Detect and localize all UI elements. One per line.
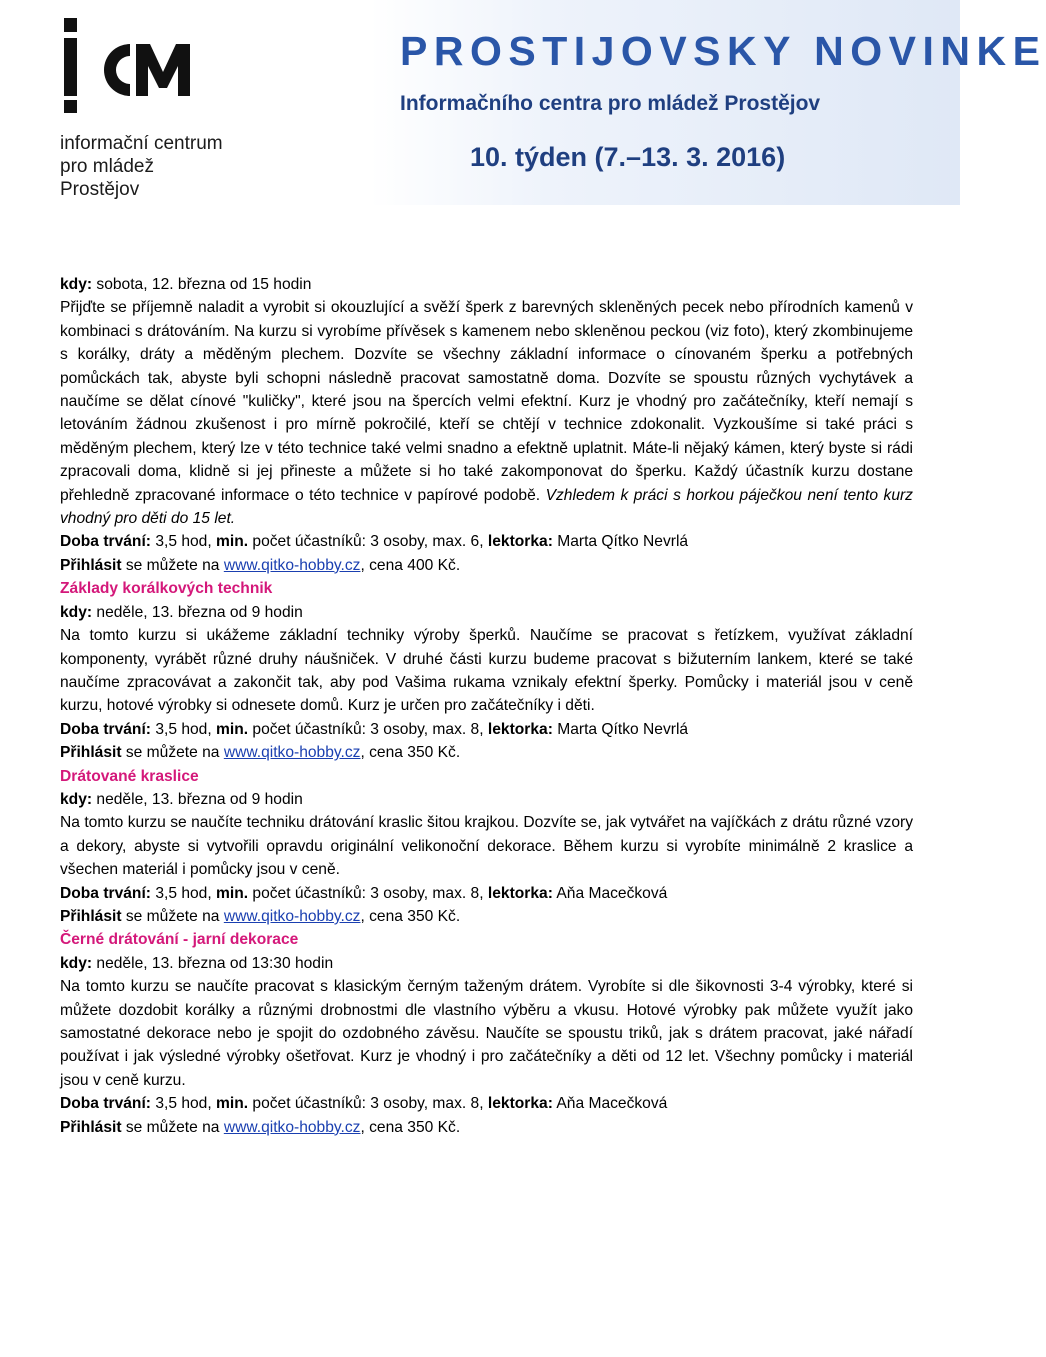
lecturer-value: Marta Qítko Nevrlá bbox=[552, 533, 689, 551]
event-item bbox=[60, 273, 913, 577]
lecturer-label: lektorka: bbox=[487, 884, 553, 902]
header bbox=[0, 0, 1046, 205]
duration-label: Doba trvání: bbox=[60, 533, 151, 551]
icm-logo bbox=[58, 14, 258, 200]
capacity-value: počet účastníků: 3 osoby, max. 8, bbox=[248, 1095, 488, 1113]
capacity-value: počet účastníků: 3 osoby, max. 8, bbox=[248, 720, 488, 738]
event-when bbox=[60, 788, 913, 811]
price-value: , cena 350 Kč. bbox=[360, 744, 461, 762]
duration-value: 3,5 hod, bbox=[150, 1095, 217, 1113]
signup-label: Přihlásit bbox=[60, 907, 122, 925]
duration-value: 3,5 hod, bbox=[150, 720, 217, 738]
event-signup bbox=[60, 741, 913, 764]
signup-label: Přihlásit bbox=[60, 556, 122, 574]
when-label: kdy: bbox=[60, 790, 93, 808]
description-note: Vzhledem k práci s horkou páječkou není tento kurz vhodný pro děti do 15 let. bbox=[60, 486, 913, 528]
event-list bbox=[60, 273, 913, 1139]
when-value: neděle, 13. března od 9 hodin bbox=[92, 603, 303, 621]
event-details bbox=[60, 530, 913, 553]
when-value: neděle, 13. března od 9 hodin bbox=[92, 790, 303, 808]
min-label: min. bbox=[216, 884, 249, 902]
duration-label: Doba trvání: bbox=[60, 720, 151, 738]
event-description bbox=[60, 975, 913, 1092]
event-signup bbox=[60, 554, 913, 577]
newsletter-subtitle: Informačního centra pro mládež Prostějov bbox=[400, 92, 821, 115]
duration-value: 3,5 hod, bbox=[150, 533, 217, 551]
when-value: neděle, 13. března od 13:30 hodin bbox=[92, 954, 334, 972]
signup-link[interactable]: www.qitko-hobby.cz bbox=[223, 744, 361, 762]
capacity-value: počet účastníků: 3 osoby, max. 6, bbox=[248, 533, 488, 551]
min-label: min. bbox=[216, 533, 249, 551]
signup-link[interactable]: www.qitko-hobby.cz bbox=[223, 556, 361, 574]
lecturer-value: Aňa Macečková bbox=[552, 884, 668, 902]
event-details bbox=[60, 1092, 913, 1115]
icm-logo-mark bbox=[58, 14, 208, 114]
event-description bbox=[60, 624, 913, 718]
description-text: Na tomto kurzu si ukážeme základní techniky výroby šperků. Naučíme se pracovat s řetízkem, využívat základní komponenty, vyrábět různé druhy náušniček. V druhé části kurzu budeme pracovat s bižuterním lankem, které se také naučíme zpracovávat a zakončit tak, aby pod Vašima rukama vznikaly efektní šperky. Pomůcky i materiál jsou v ceně kurzu, hotové výrobky si odnesete domů. Kurz je určen pro začátečníky i děti. bbox=[60, 627, 913, 715]
event-item bbox=[60, 765, 913, 929]
when-label: kdy: bbox=[60, 603, 93, 621]
description-text: Na tomto kurzu se naučíte techniku drátování kraslic šitou krajkou. Dozvíte se, jak vytvářet na vajíčkách z drátu různé vzory a dekory, abyste si vytvořili opravdu originální velikonoční dekorace. Během kurzu si vyrobíte minimálně 2 kraslice a všechen materiál i pomůcky jsou v ceně. bbox=[60, 814, 913, 879]
capacity-value: počet účastníků: 3 osoby, max. 8, bbox=[248, 884, 488, 902]
when-value: sobota, 12. března od 15 hodin bbox=[92, 276, 312, 293]
signup-label: Přihlásit bbox=[60, 1118, 122, 1136]
event-details bbox=[60, 718, 913, 741]
min-label: min. bbox=[216, 720, 249, 738]
signup-link[interactable]: www.qitko-hobby.cz bbox=[223, 907, 361, 925]
event-when bbox=[60, 601, 913, 624]
event-heading: Základy korálkových technik bbox=[60, 580, 273, 598]
duration-label: Doba trvání: bbox=[60, 1095, 151, 1113]
event-when bbox=[60, 273, 913, 296]
newsletter-title: PROSTIJOVSKY NOVINKE bbox=[400, 28, 1046, 74]
lecturer-value: Aňa Macečková bbox=[552, 1095, 668, 1113]
logo-caption bbox=[60, 132, 223, 201]
when-label: kdy: bbox=[60, 954, 93, 972]
lecturer-value: Marta Qítko Nevrlá bbox=[552, 720, 689, 738]
price-value: , cena 350 Kč. bbox=[360, 907, 461, 925]
lecturer-label: lektorka: bbox=[487, 533, 553, 551]
duration-label: Doba trvání: bbox=[60, 884, 151, 902]
week-range: 10. týden (7.–13. 3. 2016) bbox=[470, 142, 786, 172]
event-signup bbox=[60, 1116, 913, 1139]
signup-text: se můžete na bbox=[121, 1118, 224, 1136]
event-item bbox=[60, 577, 913, 764]
event-signup bbox=[60, 905, 913, 928]
signup-link[interactable]: www.qitko-hobby.cz bbox=[223, 1118, 361, 1136]
signup-label: Přihlásit bbox=[60, 744, 122, 762]
logo-line: Prostějov bbox=[60, 179, 140, 200]
logo-line: pro mládež bbox=[60, 156, 154, 177]
signup-text: se můžete na bbox=[121, 907, 224, 925]
signup-text: se můžete na bbox=[121, 744, 224, 762]
event-when bbox=[60, 952, 913, 975]
price-value: , cena 350 Kč. bbox=[360, 1118, 461, 1136]
logo-line: informační centrum bbox=[60, 133, 223, 154]
event-description bbox=[60, 811, 913, 881]
when-label: kdy: bbox=[60, 276, 93, 293]
event-details bbox=[60, 882, 913, 905]
event-item bbox=[60, 928, 913, 1139]
description-text: Přijďte se příjemně naladit a vyrobit si okouzlující a svěží šperk z barevných skleněných pecek nebo přírodních kamenů v kombinaci s drátováním. Na kurzu si vyrobíme přívěsek s kamenem nebo skleněnou peckou (viz foto), který zkombinujeme s korálky, dráty a měděným plechem. Dozvíte se všechny základní informace o cínovaném šperku a potřebných pomůckách tak, abyste byli schopni následně pracovat samostatně doma. Dozvíte se spoustu různých vychytávek a naučíme se dělat cínové "kuličky", které jsou na špercích velmi efektní. Kurz je vhodný pro začátečníky, kteří nemají s letováním žádnou zkušenost i pro mírně pokročilé, kteří se chtějí v technice zdokonalit. Vyzkoušíme si také práci s měděným plechem, který lze v této technice také velmi snadno a efektně uplatnit. Máte-li nějaký kámen, který byste si rádi zpracovali doma, klidně si jej přineste a můžete si ho také zakomponovat do šperku. Každý účastník kurzu dostane přehledně zpracované informace o této technice v papírové podobě. bbox=[60, 299, 913, 504]
signup-text: se můžete na bbox=[121, 556, 224, 574]
lecturer-label: lektorka: bbox=[487, 1095, 553, 1113]
min-label: min. bbox=[216, 1095, 249, 1113]
event-heading: Drátované kraslice bbox=[60, 767, 199, 785]
price-value: , cena 400 Kč. bbox=[360, 556, 461, 574]
event-heading: Černé drátování - jarní dekorace bbox=[60, 931, 299, 949]
description-text: Na tomto kurzu se naučíte pracovat s klasickým černým taženým drátem. Vyrobíte si dle šikovnosti 3-4 výrobky, které si můžete dozdobit korálky a různými drobnostmi dle vlastního výběru a vkusu. Hotové výrobky pak můžete využít jako samostatné dekorace nebo je spojit do ozdobného závěsu. Naučíte se spoustu triků, jak s drátem pracovat, jaké nářadí používat i jak výsledné výrobky ošetřovat. Kurz je vhodný i pro začátečníky a děti od 12 let. Všechny pomůcky i materiál jsou v ceně kurzu. bbox=[60, 978, 913, 1089]
lecturer-label: lektorka: bbox=[487, 720, 553, 738]
event-description bbox=[60, 296, 913, 530]
duration-value: 3,5 hod, bbox=[150, 884, 217, 902]
